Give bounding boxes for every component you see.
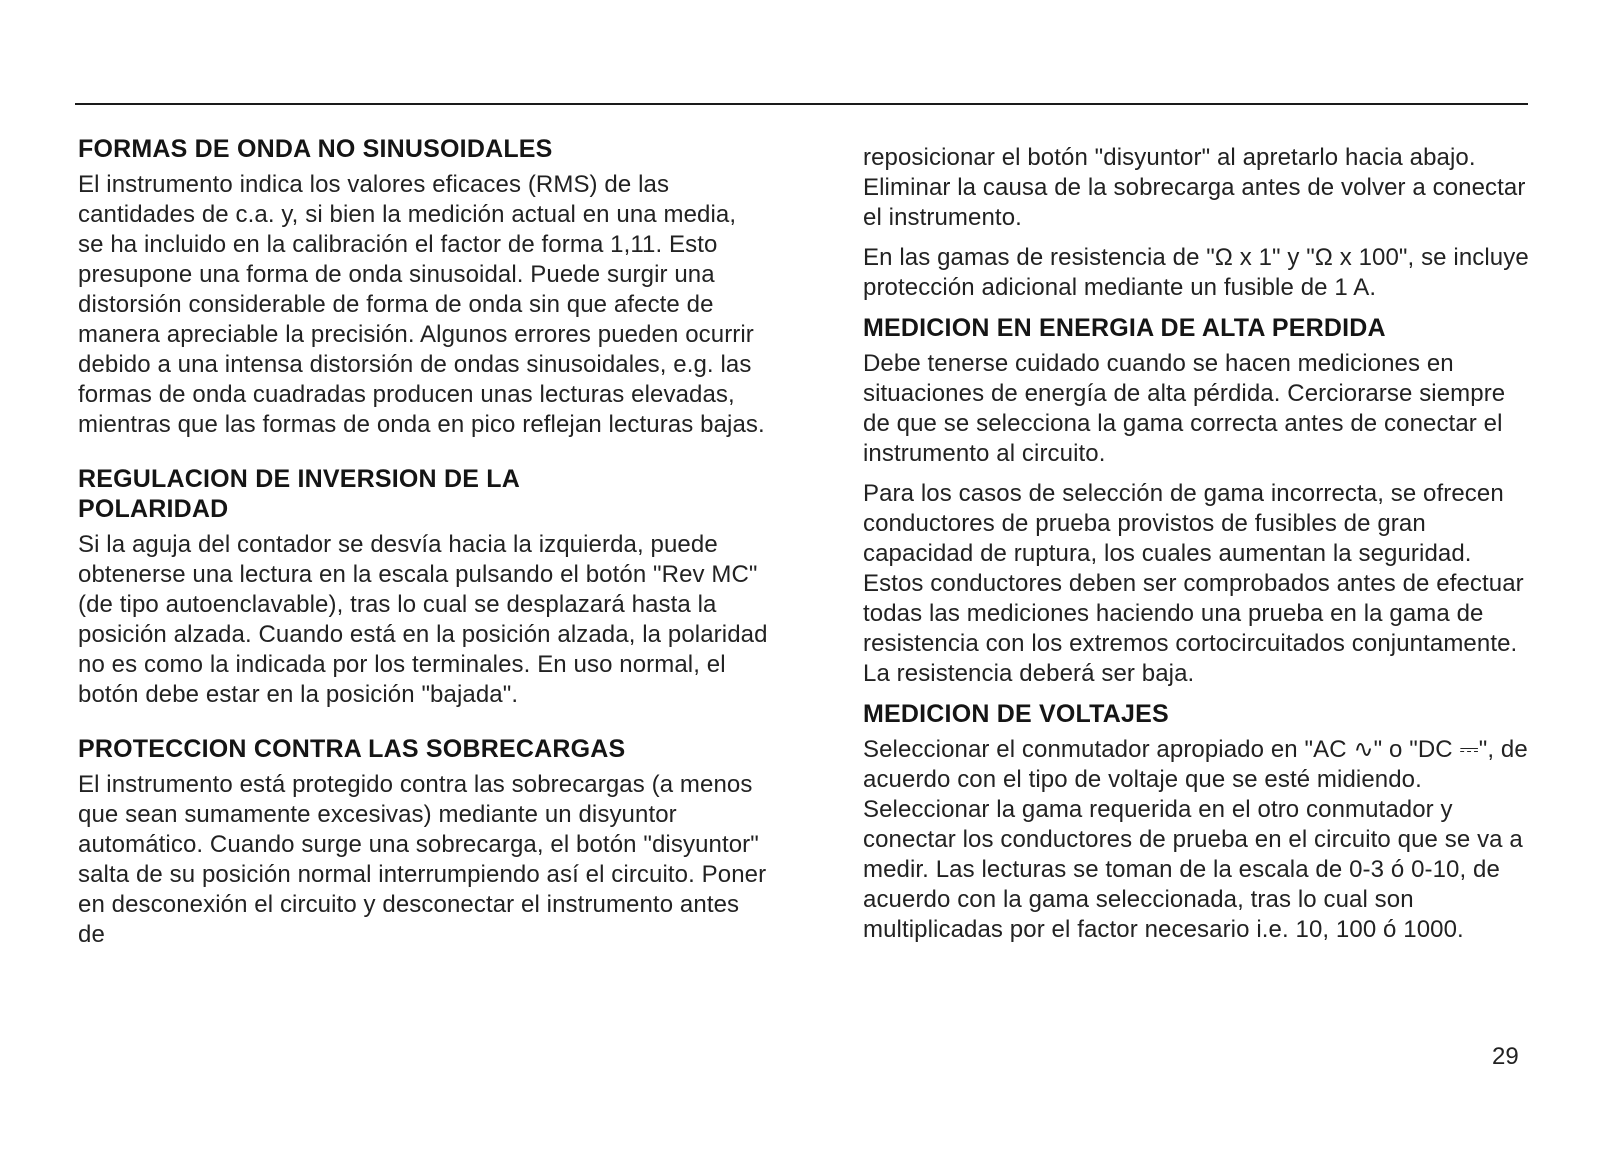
section-polarity	[78, 464, 768, 710]
section-paragraph: Si la aguja del contador se desvía hacia la izquierda, puede obtenerse una lectura en la escala pulsando el botón "Rev MC" (de tipo autoenclavable), tras lo cual se desplazará hasta la posición alzada. Cuando está en la posición alzada, la polaridad no es como la indicada por los terminales. En uso normal, el botón debe estar en la posición "bajada".	[78, 531, 768, 708]
section-heading: PROTECCION CONTRA LAS SOBRECARGAS	[78, 735, 626, 763]
section-paragraph: El instrumento está protegido contra las sobrecargas (a menos que sean sumamente excesivas) mediante un disyuntor automático. Cuando surge una sobrecarga, el botón "disyuntor" salta de su posición normal interrumpiendo así el circuito. Poner en desconexión el circuito y desconectar el instrumento antes de	[78, 771, 767, 948]
section-paragraph: Debe tenerse cuidado cuando se hacen mediciones en situaciones de energía de alta pérdida. Cerciorarse siempre de que se selecciona la gama correcta antes de conectar el instrumento al circuito.	[863, 350, 1506, 467]
section-heading: MEDICION EN ENERGIA DE ALTA PERDIDA	[863, 314, 1386, 342]
continuation-paragraph: En las gamas de resistencia de "Ω x 1" y "Ω x 100", se incluye protección adicional mediante un fusible de 1 A.	[863, 244, 1529, 301]
section-heading: MEDICION DE VOLTAJES	[863, 700, 1169, 728]
section-paragraph: Para los casos de selección de gama incorrecta, se ofrecen conductores de prueba provistos de fusibles de gran capacidad de ruptura, los cuales aumentan la seguridad. Estos conductores deben ser comprobados antes de efectuar todas las mediciones haciendo una prueba en la gama de resistencia con los extremos cortocircuitados conjuntamente. La resistencia deberá ser baja.	[863, 480, 1524, 687]
top-rule	[75, 103, 1528, 105]
section-high-energy	[863, 313, 1533, 689]
section-waveforms	[78, 134, 768, 440]
page-number: 29	[1492, 1043, 1519, 1070]
section-voltage	[863, 699, 1533, 945]
section-heading: REGULACION DE INVERSION DE LA POLARIDAD	[78, 465, 520, 523]
section-paragraph: El instrumento indica los valores eficaces (RMS) de las cantidades de c.a. y, si bien la medición actual en una media, se ha incluido en la calibración el factor de forma 1,11. Esto presupone una forma de onda sinusoidal. Puede surgir una distorsión considerable de forma de onda sin que afecte de manera apreciable la precisión. Algunos errores pueden ocurrir debido a una intensa distorsión de ondas sinusoidales, e.g. las formas de onda cuadradas producen unas lecturas elevadas, mientras que las formas de onda en pico reflejan lecturas bajas.	[78, 171, 765, 438]
section-paragraph: Seleccionar el conmutador apropiado en "AC ∿" o "DC ⎓", de acuerdo con el tipo de voltaje que se esté midiendo. Seleccionar la gama requerida en el otro conmutador y conectar los conductores de prueba en el circuito que se va a medir. Las lecturas se toman de la escala de 0-3 ó 0-10, de acuerdo con la gama seleccionada, tras lo cual son multiplicadas por el factor necesario i.e. 10, 100 ó 1000.	[863, 736, 1528, 943]
section-overload	[78, 734, 768, 950]
left-column	[78, 134, 768, 960]
right-column	[863, 143, 1533, 955]
continuation-paragraph: reposicionar el botón "disyuntor" al apretarlo hacia abajo. Eliminar la causa de la sobrecarga antes de volver a conectar el instrumento.	[863, 144, 1526, 231]
section-heading: FORMAS DE ONDA NO SINUSOIDALES	[78, 135, 553, 163]
